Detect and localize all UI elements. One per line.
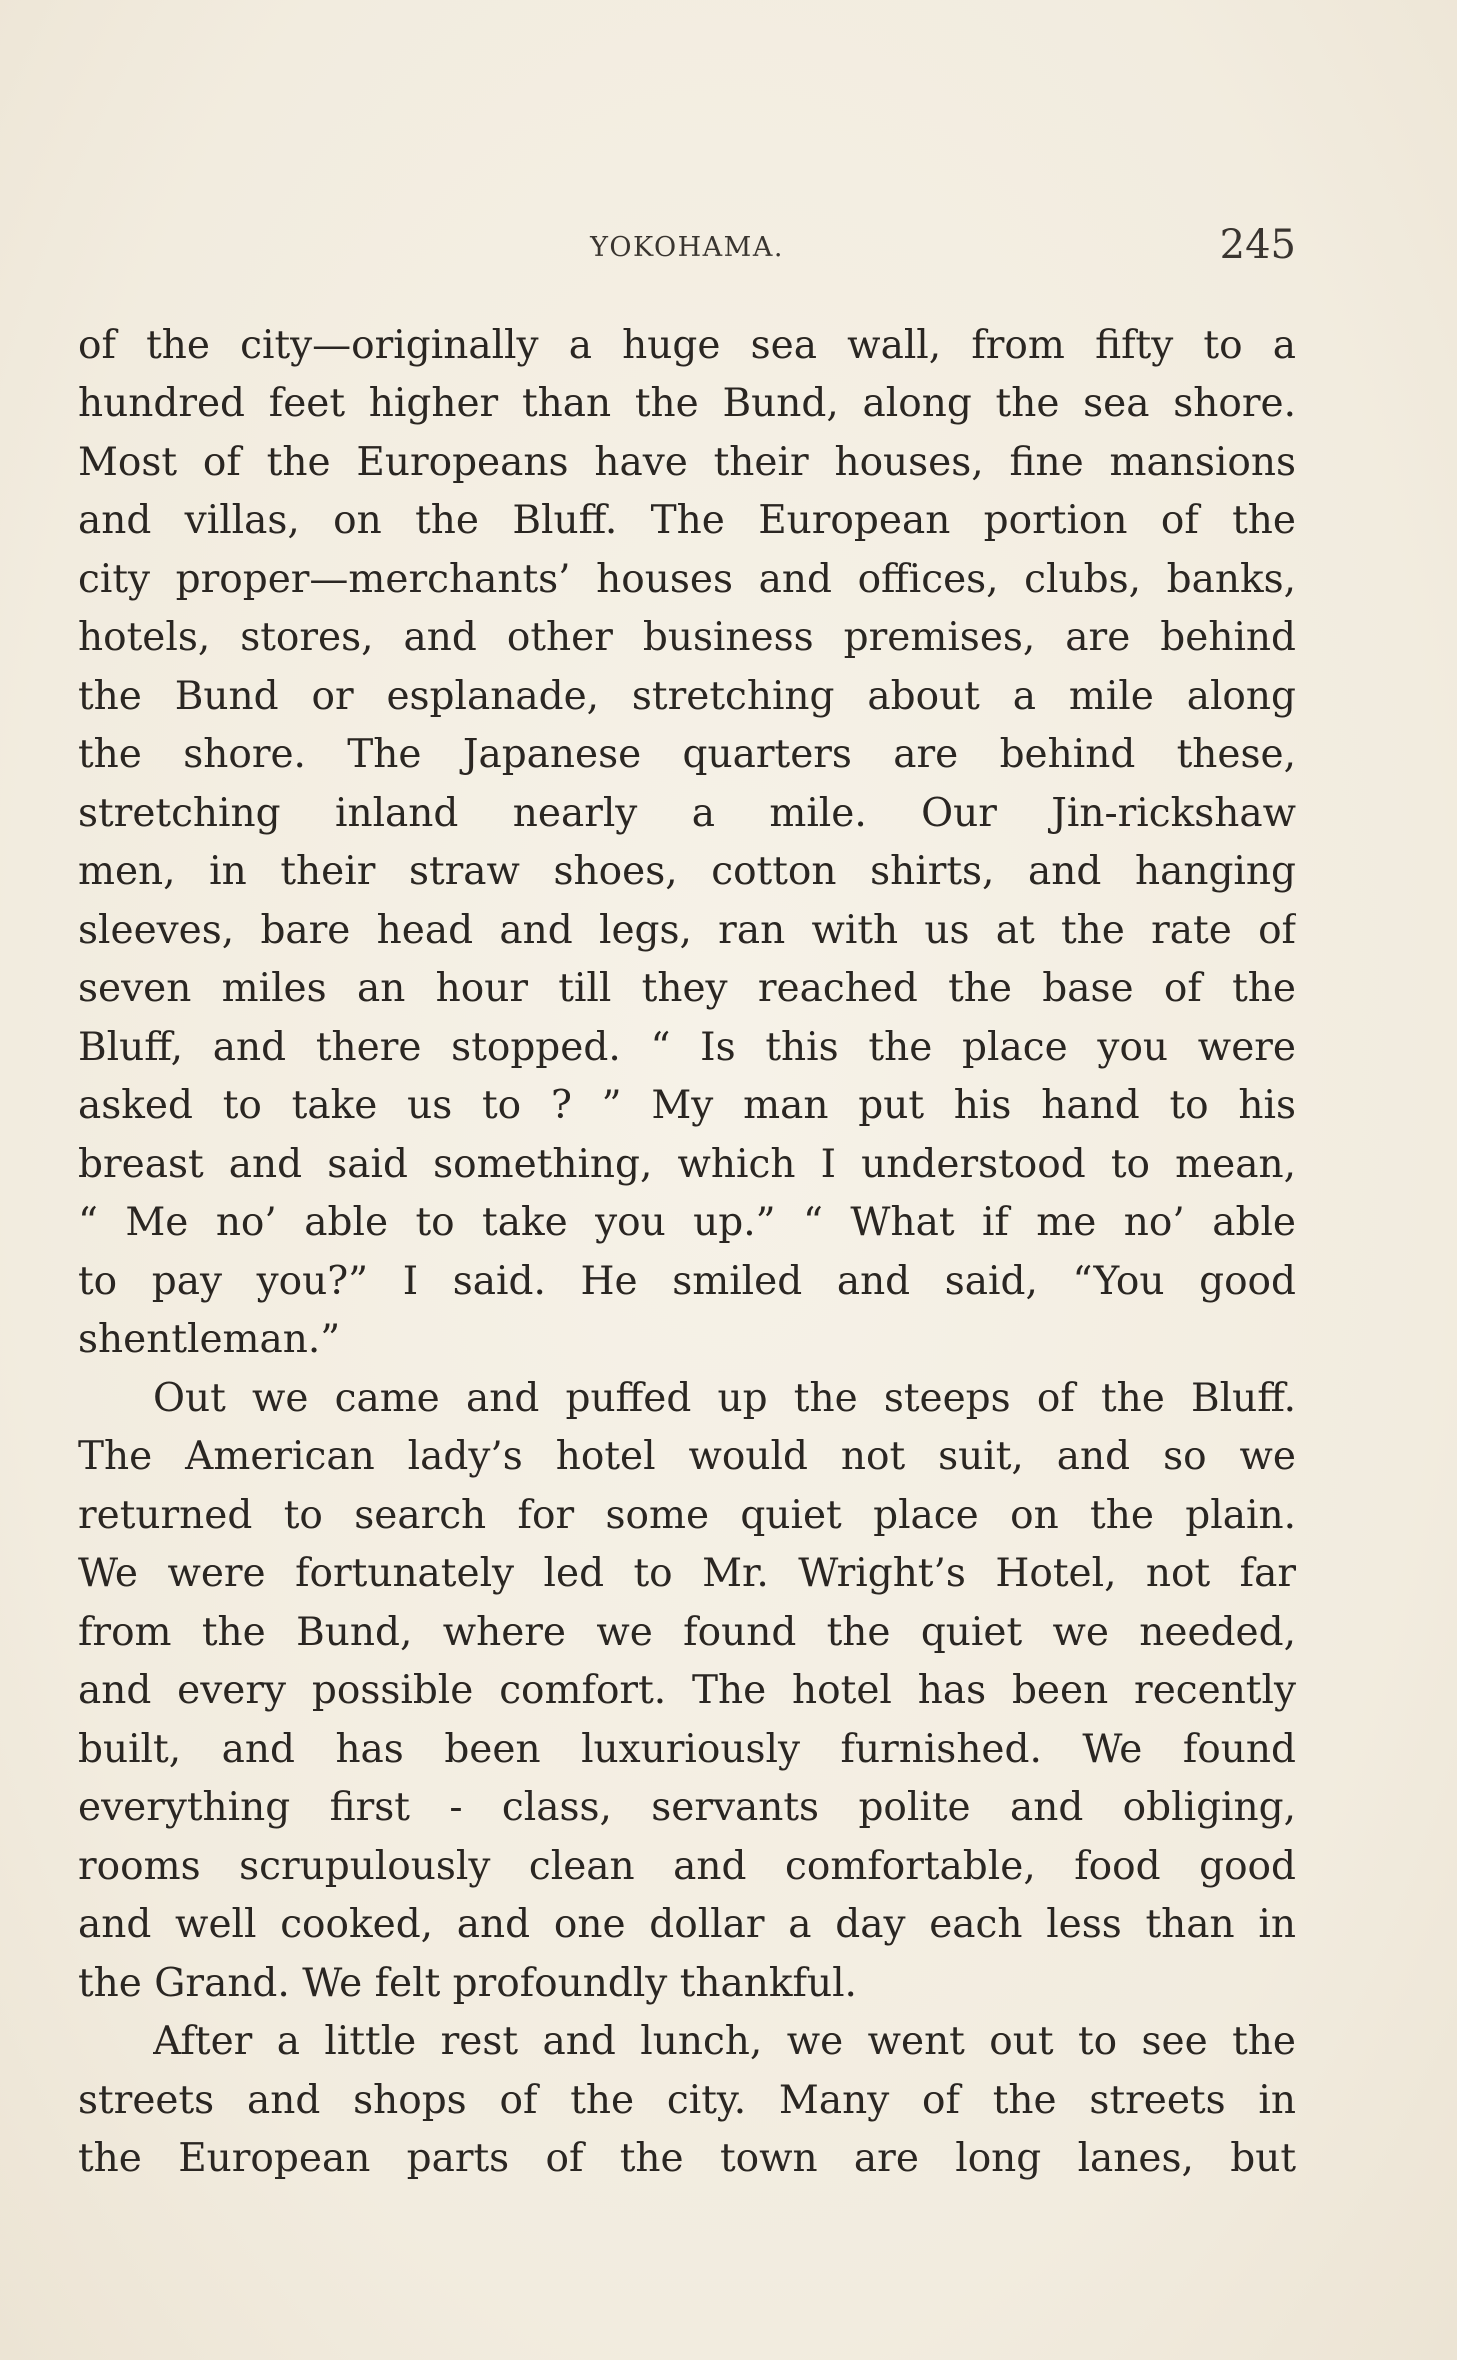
text-line: stretching inland nearly a mile. Our Jin-rickshaw [78,791,1296,836]
text-line: sleeves, bare head and legs, ran with us at the rate of [78,908,1296,953]
text-line: the shore. The Japanese quarters are behind these, [78,732,1296,777]
text-line: everything first - class, servants polite and obliging, [78,1785,1296,1830]
text-line: seven miles an hour till they reached the base of the [78,966,1296,1011]
text-line: The American lady’s hotel would not suit, and so we [78,1434,1296,1479]
text-line: “ Me no’ able to take you up.” “ What if me no’ able [78,1200,1296,1245]
text-line: built, and has been luxuriously furnished. We found [78,1727,1296,1772]
text-line: hundred feet higher than the Bund, along the sea shore. [78,381,1296,426]
text-line: and villas, on the Bluff. The European portion of the [78,498,1296,543]
running-head [78,222,1296,278]
text-line: Most of the Europeans have their houses, fine mansions [78,440,1296,485]
running-title: YOKOHAMA. [590,232,784,263]
text-line: returned to search for some quiet place on the plain. [78,1493,1296,1538]
text-line: and well cooked, and one dollar a day each less than in [78,1902,1296,1947]
text-line: men, in their straw shoes, cotton shirts, and hanging [78,849,1296,894]
text-line: asked to take us to ? ” My man put his hand to his [78,1083,1296,1128]
text-line: city proper—merchants’ houses and offices, clubs, banks, [78,557,1296,602]
text-line: Bluff, and there stopped. “ Is this the place you were [78,1025,1296,1070]
text-line: to pay you?” I said. He smiled and said, “You good [78,1259,1296,1304]
text-line: and every possible comfort. The hotel has been recently [78,1668,1296,1713]
text-line: the European parts of the town are long lanes, but [78,2136,1296,2181]
text-line: of the city—originally a huge sea wall, from fifty to a [78,323,1296,368]
text-line: shentleman.” [78,1317,341,1362]
text-line: from the Bund, where we found the quiet we needed, [78,1610,1296,1655]
paragraph-start-line: Out we came and puffed up the steeps of the Bluff. [153,1376,1296,1421]
text-line: the Bund or esplanade, stretching about a mile along [78,674,1296,719]
text-line: breast and said something, which I understood to mean, [78,1142,1296,1187]
paragraph-start-line: After a little rest and lunch, we went out to see the [153,2019,1296,2064]
text-line: the Grand. We felt profoundly thankful. [78,1961,857,2006]
text-line: hotels, stores, and other business premises, are behind [78,615,1296,660]
text-line: We were fortunately led to Mr. Wright’s Hotel, not far [78,1551,1296,1596]
text-line: streets and shops of the city. Many of the streets in [78,2078,1296,2123]
text-line: rooms scrupulously clean and comfortable, food good [78,1844,1296,1889]
page-number: 245 [1219,222,1296,268]
